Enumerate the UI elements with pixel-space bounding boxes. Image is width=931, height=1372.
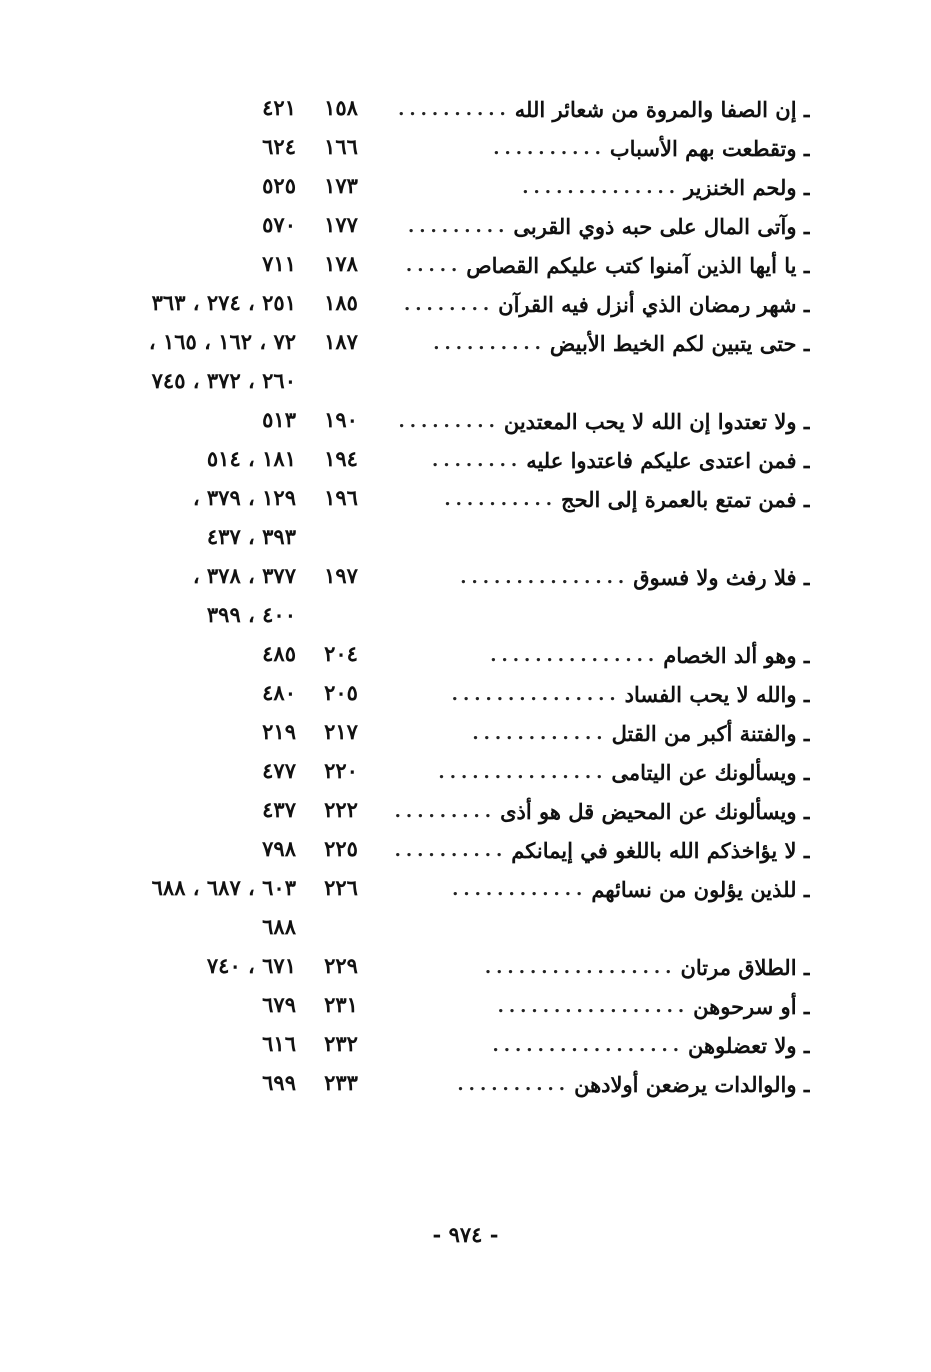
verse-text: ـ والوالدات يرضعن أولادهن xyxy=(574,1072,810,1097)
index-row xyxy=(0,790,931,829)
leader-dots: .......... xyxy=(433,333,546,354)
index-row xyxy=(0,517,931,556)
verse-number: ١٧٣ xyxy=(324,173,358,198)
page-references: ٦٢٤ xyxy=(262,134,296,159)
verse-number: ١٩٠ xyxy=(324,407,358,432)
verse-number: ٢٢٥ xyxy=(324,836,358,861)
leader-dots: .......... xyxy=(398,99,511,120)
index-row xyxy=(0,1024,931,1063)
page-references: ٢٥١ ، ٢٧٤ ، ٣٦٣ xyxy=(151,290,296,315)
verse-phrase xyxy=(385,478,810,517)
page-references: ٥٢٥ xyxy=(262,173,296,198)
leader-dots: .......... xyxy=(493,138,606,159)
verse-text: ـ وتقطعت بهم الأسباب xyxy=(609,136,810,161)
verse-phrase xyxy=(385,166,810,205)
verse-number: ٢٢٦ xyxy=(324,875,358,900)
leader-dots: .............. xyxy=(522,177,680,198)
verse-phrase xyxy=(385,712,810,751)
index-row xyxy=(0,673,931,712)
index-row xyxy=(0,868,931,907)
verse-phrase xyxy=(385,1063,810,1102)
page-references: ٧١١ xyxy=(262,251,296,276)
verse-text: ـ ويسألونك عن اليتامى xyxy=(611,760,810,785)
verse-text: ـ لا يؤاخذكم الله باللغو في إيمانكم xyxy=(511,838,810,863)
leader-dots: ......... xyxy=(398,411,500,432)
leader-dots: ................. xyxy=(492,1035,685,1056)
verse-phrase xyxy=(385,790,810,829)
page-references: ٦٧١ ، ٧٤٠ xyxy=(206,953,296,978)
verse-number: ١٧٧ xyxy=(324,212,358,237)
page-references: ٢١٩ xyxy=(262,719,296,744)
leader-dots: ............ xyxy=(452,879,588,900)
leader-dots: ........ xyxy=(432,450,523,471)
page-references: ٥٧٠ xyxy=(262,212,296,237)
page-references: ٣٧٧ ، ٣٧٨ ، xyxy=(192,563,296,588)
index-row xyxy=(0,946,931,985)
verse-text: ـ للذين يؤلون من نسائهم xyxy=(591,877,810,902)
page-references: ١٢٩ ، ٣٧٩ ، xyxy=(192,485,296,510)
verse-text: ـ أو سرحوهن xyxy=(693,994,810,1019)
leader-dots: ......... xyxy=(407,216,510,237)
page-references: ٧٩٨ xyxy=(262,836,296,861)
verse-number: ١٩٦ xyxy=(324,485,358,510)
leader-dots: ........ xyxy=(404,294,495,315)
verse-text: ـ فلا رفث ولا فسوق xyxy=(633,565,810,590)
page-references: ٥١٣ xyxy=(262,407,296,432)
verse-number: ٢١٧ xyxy=(324,719,358,744)
index-row xyxy=(0,634,931,673)
verse-number: ٢٣١ xyxy=(324,992,358,1017)
verse-phrase xyxy=(385,595,810,634)
verse-text: ـ ولا تعتدوا إن الله لا يحب المعتدين xyxy=(503,409,810,434)
leader-dots: ................. xyxy=(484,957,677,978)
index-row xyxy=(0,361,931,400)
page-references: ٧٢ ، ١٦٢ ، ١٦٥ ، xyxy=(148,329,296,354)
page-number: - ٩٧٤ - xyxy=(432,1222,499,1247)
leader-dots: ......... xyxy=(394,801,497,822)
verse-number: ٢٢٩ xyxy=(324,953,358,978)
index-row xyxy=(0,400,931,439)
verse-phrase xyxy=(385,985,810,1024)
page-references: ٢٦٠ ، ٣٧٢ ، ٧٤٥ xyxy=(151,368,296,393)
verse-phrase xyxy=(385,205,810,244)
verse-text: ـ فمن اعتدى عليكم فاعتدوا عليه xyxy=(526,448,810,473)
verse-number xyxy=(316,361,366,400)
page-references: ٤٨٥ xyxy=(262,641,296,666)
page-references: ٦٧٩ xyxy=(262,992,296,1017)
verse-number: ١٥٨ xyxy=(324,95,358,120)
verse-phrase xyxy=(385,751,810,790)
page-references: ٦٨٨ xyxy=(262,914,296,939)
verse-number: ٢٠٤ xyxy=(324,641,358,666)
verse-text: ـ والفتنة أكبر من القتل xyxy=(611,721,810,746)
verse-phrase xyxy=(385,283,810,322)
verse-phrase xyxy=(385,556,810,595)
page-references: ٤٠٠ ، ٣٩٩ xyxy=(206,602,296,627)
verse-text: ـ والله لا يحب الفساد xyxy=(624,682,810,707)
verse-text: ـ وآتى المال على حبه ذوي القربى xyxy=(513,214,810,239)
index-row xyxy=(0,556,931,595)
index-row xyxy=(0,829,931,868)
page-references: ٦١٦ xyxy=(262,1031,296,1056)
leader-dots: ..... xyxy=(405,255,463,276)
verse-number xyxy=(316,517,366,556)
leader-dots: ............ xyxy=(472,723,608,744)
verse-phrase xyxy=(385,907,810,946)
verse-number: ١٨٧ xyxy=(324,329,358,354)
verse-number xyxy=(316,907,366,946)
verse-number: ٢٣٢ xyxy=(324,1031,358,1056)
index-row xyxy=(0,439,931,478)
verse-text: ـ حتى يتبين لكم الخيط الأبيض xyxy=(549,331,810,356)
verse-phrase xyxy=(385,400,810,439)
verse-phrase xyxy=(385,88,810,127)
verse-text: ـ شهر رمضان الذي أنزل فيه القرآن xyxy=(498,292,810,317)
verse-phrase xyxy=(385,829,810,868)
index-row xyxy=(0,88,931,127)
leader-dots: ................. xyxy=(497,996,690,1017)
index-row xyxy=(0,985,931,1024)
index-row xyxy=(0,595,931,634)
verse-text: ـ ويسألونك عن المحيض قل هو أذى xyxy=(500,799,810,824)
verse-text: ـ وهو ألد الخصام xyxy=(663,643,810,668)
page-references: ٤٨٠ xyxy=(262,680,296,705)
verse-number: ١٨٥ xyxy=(324,290,358,315)
verse-number: ١٦٦ xyxy=(324,134,358,159)
verse-text: ـ يا أيها الذين آمنوا كتب عليكم القصاص xyxy=(466,253,810,278)
leader-dots: ............... xyxy=(490,645,660,666)
verse-number: ١٩٧ xyxy=(324,563,358,588)
leader-dots: .......... xyxy=(457,1074,571,1095)
index-row xyxy=(0,283,931,322)
leader-dots: ............... xyxy=(460,567,630,588)
page-references: ١٨١ ، ٥١٤ xyxy=(206,446,296,471)
verse-phrase xyxy=(385,439,810,478)
verse-number xyxy=(316,595,366,634)
index-row xyxy=(0,751,931,790)
verse-phrase xyxy=(385,244,810,283)
verse-text: ـ فمن تمتع بالعمرة إلى الحج xyxy=(561,487,810,512)
verse-text: ـ الطلاق مرتان xyxy=(680,955,810,980)
verse-number: ٢٢٢ xyxy=(324,797,358,822)
verse-number: ٢٣٣ xyxy=(324,1070,358,1095)
index-row xyxy=(0,127,931,166)
page-references: ٦٩٩ xyxy=(262,1070,296,1095)
verse-phrase xyxy=(385,517,810,556)
verse-number: ١٩٤ xyxy=(324,446,358,471)
verse-phrase xyxy=(385,673,810,712)
leader-dots: .......... xyxy=(394,840,508,861)
verse-number: ١٧٨ xyxy=(324,251,358,276)
verse-phrase xyxy=(385,946,810,985)
page-references: ٦٠٣ ، ٦٨٧ ، ٦٨٨ xyxy=(151,875,296,900)
verse-phrase xyxy=(385,361,810,400)
verse-phrase xyxy=(385,1024,810,1063)
page-references: ٤٧٧ xyxy=(262,758,296,783)
verse-phrase xyxy=(385,868,810,907)
verse-phrase xyxy=(385,322,810,361)
leader-dots: ............... xyxy=(451,684,621,705)
index-row xyxy=(0,166,931,205)
verse-text: ـ ولا تعضلوهن xyxy=(688,1033,810,1058)
verse-text: ـ إن الصفا والمروة من شعائر الله xyxy=(514,97,810,122)
verse-index-list xyxy=(0,88,931,1102)
page-references: ٤٢١ xyxy=(262,95,296,120)
verse-number: ٢٠٥ xyxy=(324,680,358,705)
index-row xyxy=(0,1063,931,1102)
index-row xyxy=(0,907,931,946)
verse-phrase xyxy=(385,127,810,166)
page-references: ٤٣٧ xyxy=(262,797,296,822)
index-row xyxy=(0,205,931,244)
index-row xyxy=(0,478,931,517)
index-row xyxy=(0,322,931,361)
verse-text: ـ ولحم الخنزير xyxy=(684,175,810,200)
verse-phrase xyxy=(385,634,810,673)
index-row xyxy=(0,712,931,751)
leader-dots: .......... xyxy=(444,489,558,510)
index-row xyxy=(0,244,931,283)
leader-dots: ............... xyxy=(438,762,608,783)
page-references: ٣٩٣ ، ٤٣٧ xyxy=(206,524,296,549)
verse-number: ٢٢٠ xyxy=(324,758,358,783)
